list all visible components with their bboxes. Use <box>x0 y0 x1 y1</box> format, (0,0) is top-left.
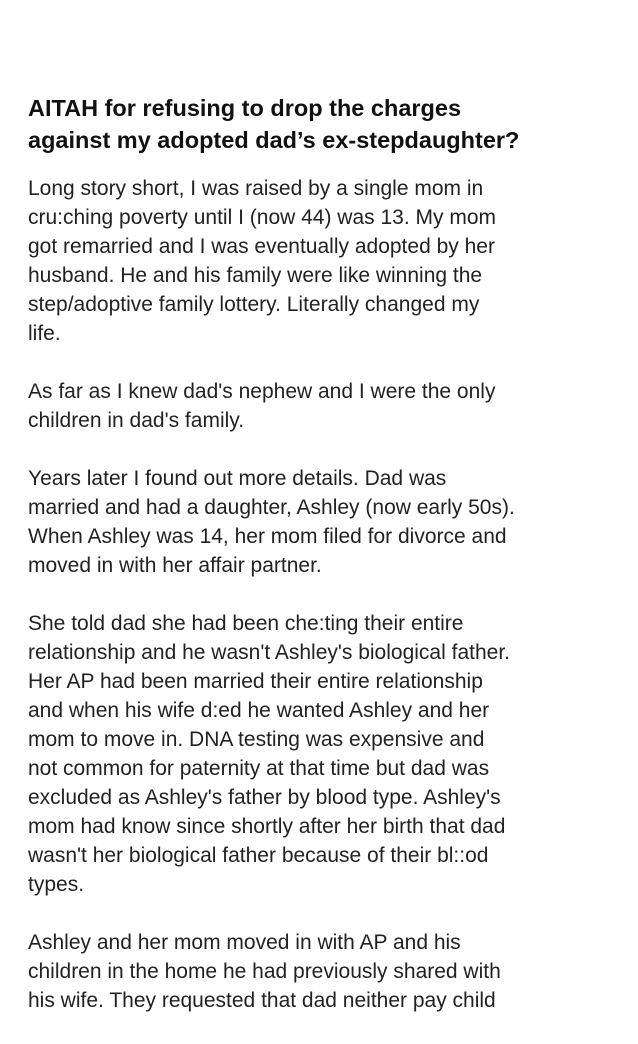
text-line: wasn't her biological father because of their bl::od <box>28 844 489 867</box>
post <box>28 92 628 1044</box>
post-title-line: against my adopted dad’s ex-stepdaughter? <box>28 127 520 153</box>
text-line: step/adoptive family lottery. Literally changed my <box>28 293 480 316</box>
text-line: excluded as Ashley's father by blood type. Ashley's <box>28 786 501 809</box>
text-line: relationship and he wasn't Ashley's biological father. <box>28 641 510 664</box>
post-title-line: AITAH for refusing to drop the charges <box>28 95 462 121</box>
paragraph <box>28 928 628 1015</box>
paragraph <box>28 377 628 435</box>
text-line: When Ashley was 14, her mom filed for divorce and <box>28 525 507 548</box>
text-line: mom had know since shortly after her birth that dad <box>28 815 506 838</box>
text-line: mom to move in. DNA testing was expensive and <box>28 728 485 751</box>
text-line: and when his wife d:ed he wanted Ashley and her <box>28 699 490 722</box>
post-title <box>28 92 628 156</box>
text-line: moved in with her affair partner. <box>28 554 322 577</box>
text-line: life. <box>28 322 61 345</box>
text-line: his wife. They requested that dad neither pay child <box>28 989 496 1012</box>
text-line: Long story short, I was raised by a single mom in <box>28 177 484 200</box>
paragraph <box>28 609 628 899</box>
text-line: cru:ching poverty until I (now 44) was 13. My mom <box>28 206 497 229</box>
post-body <box>28 174 628 1015</box>
text-line: She told dad she had been che:ting their entire <box>28 612 464 635</box>
text-line: types. <box>28 873 85 896</box>
text-line: not common for paternity at that time but dad was <box>28 757 490 780</box>
text-line: got remarried and I was eventually adopted by her <box>28 235 495 258</box>
paragraph <box>28 174 628 348</box>
text-line: married and had a daughter, Ashley (now early 50s). <box>28 496 515 519</box>
text-line: husband. He and his family were like winning the <box>28 264 483 287</box>
text-line: Ashley and her mom moved in with AP and his <box>28 931 461 954</box>
text-line: As far as I knew dad's nephew and I were the only <box>28 380 496 403</box>
text-line: children in the home he had previously shared with <box>28 960 501 983</box>
text-line: Years later I found out more details. Dad was <box>28 467 447 490</box>
text-line: Her AP had been married their entire relationship <box>28 670 483 693</box>
paragraph <box>28 464 628 580</box>
text-line: children in dad's family. <box>28 409 245 432</box>
